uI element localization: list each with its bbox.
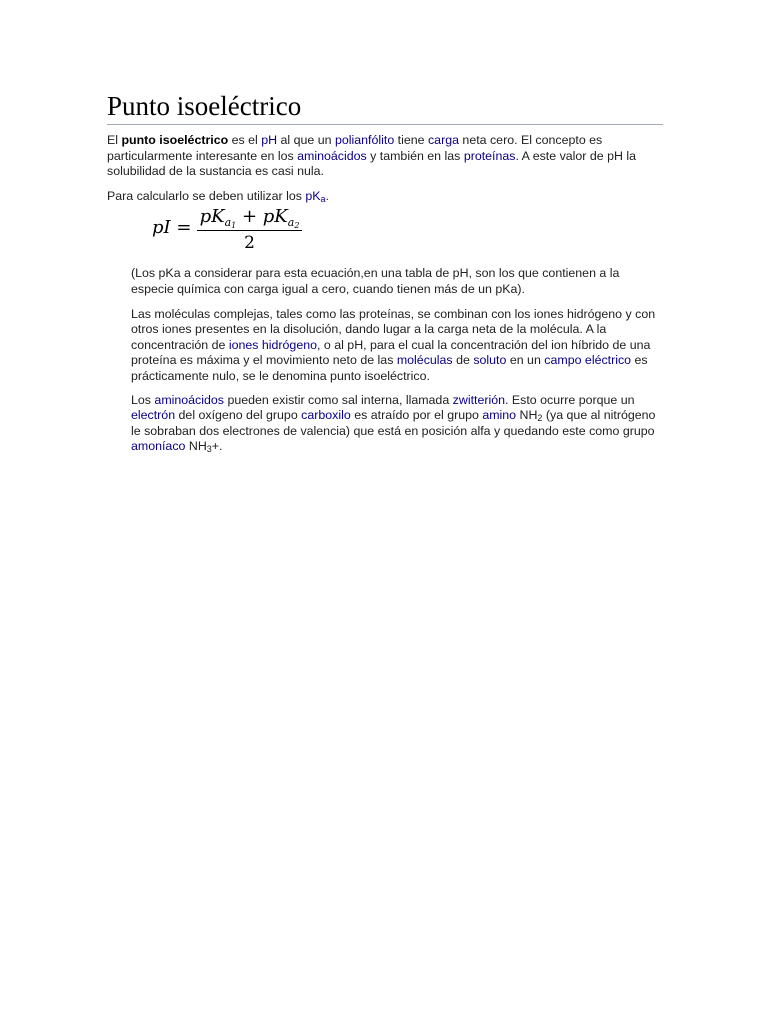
link-carboxilo[interactable]: carboxilo xyxy=(301,408,351,423)
link-zwitterion[interactable]: zwitterión xyxy=(452,392,506,407)
article xyxy=(107,88,663,455)
link-amino[interactable]: amino xyxy=(482,408,517,423)
formula-denominator: 2 xyxy=(244,233,255,254)
link-aminoacidos[interactable]: aminoácidos xyxy=(297,148,367,163)
link-carga[interactable]: carga xyxy=(427,133,459,147)
isoelectric-formula xyxy=(152,206,663,258)
link-campo-electrico[interactable]: campo eléctrico xyxy=(544,353,632,368)
formula-lhs: pI = xyxy=(152,217,192,239)
link-proteinas[interactable]: proteínas xyxy=(463,148,516,163)
link-pka[interactable]: $pK_a$ xyxy=(305,188,326,204)
link-ph[interactable]: pH xyxy=(261,133,278,147)
molecules-paragraph: Las moléculas complejas, tales como las proteínas, se combinan con los iones hidrógeno y con otros iones presentes en la disolución, dando lugar a la carga neta de la molécula. A la concentración de iones hidrógeno, o al pH, para el cual la concentración del ion híbrido de una proteína es máxima y el movimiento neto de las moléculas de soluto en un campo eléctrico es prácticamente nulo, se le denomina punto isoeléctrico. xyxy=(131,306,656,383)
term-bold: punto isoeléctrico xyxy=(121,133,229,147)
calc-paragraph: Para calcularlo se deben utilizar los $pK_a$. xyxy=(107,188,329,204)
link-soluto[interactable]: soluto xyxy=(473,353,507,368)
aminoacids-paragraph: Los aminoácidos pueden existir como sal interna, llamada zwitterión. Esto ocurre porque un electrón del oxígeno del grupo carboxilo es atraído por el grupo amino $NH_2$ (ya que al nitrógeno le sobraban dos electrones de valencia) que está en posición alfa y quedando este como grupo amoníaco $NH_3+$. xyxy=(131,392,656,455)
intro-paragraph: El punto isoeléctrico es el pH al que un polianfólito tiene carga neta cero. El concepto es particularmente interesante en los aminoácidos y también en las proteínas. A este valor de pH la solubilidad de la sustancia es casi nula. xyxy=(107,133,637,179)
link-polianfolito[interactable]: polianfólito xyxy=(334,133,395,147)
link-iones-hidrogeno[interactable]: iones hidrógeno xyxy=(228,337,317,352)
link-amoniaco[interactable]: amoníaco xyxy=(131,439,186,454)
note-paragraph: (Los pKa a considerar para esta ecuación,en una tabla de pH, son los que contienen a la especie química con carga igual a cero, cuando tienen más de un pKa). xyxy=(131,266,620,296)
link-moleculas[interactable]: moléculas xyxy=(396,353,453,368)
formula-fraction xyxy=(197,206,302,253)
link-electron[interactable]: electrón xyxy=(131,408,176,423)
formula-numerator: $pK_{a_1} + pK_{a_2}$ xyxy=(199,206,300,231)
page-title: Punto isoeléctrico xyxy=(107,88,663,125)
fraction-bar xyxy=(197,230,302,231)
link-aminoacidos-2[interactable]: aminoácidos xyxy=(154,392,224,407)
